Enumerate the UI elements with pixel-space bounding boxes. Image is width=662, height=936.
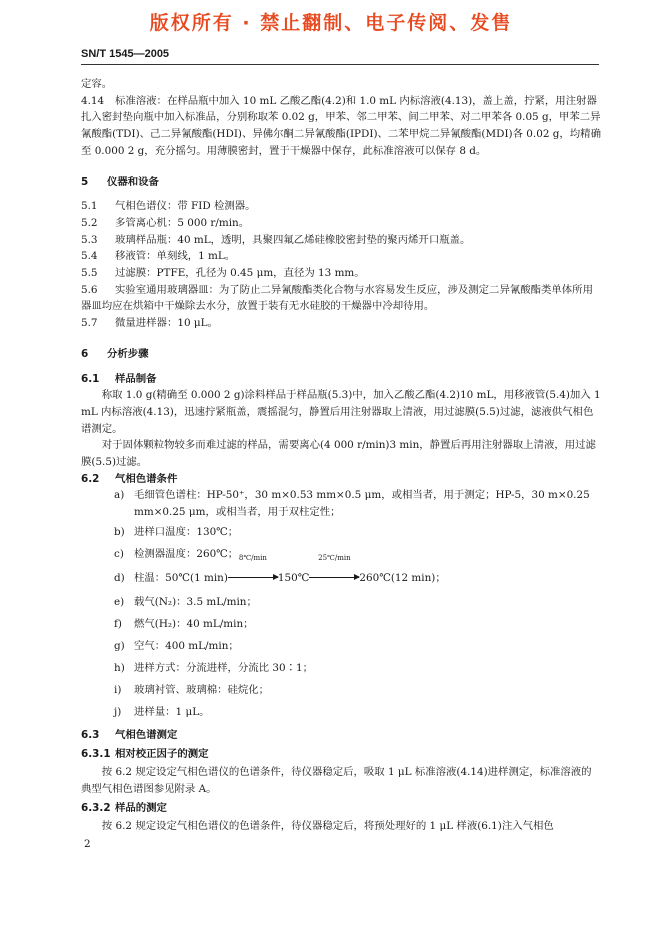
subsection-title: 样品制备 [115,372,157,385]
arrow-right-icon [309,577,359,578]
list-text: 进样方式：分流进样，分流比 30∶1； [134,661,313,674]
clause-number: 5.3 [81,233,98,246]
clause-text: 标准溶液：在样品瓶中加入 10 mL 乙酸乙酯(4.2)和 1.0 mL 内标溶液(4.13)，盖上盖，拧紧，用注射器扎入密封垫向瓶中加入标准品，分别称取苯 0.02 g，甲苯、邻二甲苯、间二甲苯、对二甲苯各 0.05 g，甲苯二异氰酸酯(TDI)、己二异氰酸酯(HDI)、异佛尔酮二异氰酸酯(IPDI)、二苯甲烷二异氰酸酯(MDI)各 0.02 g，均精确至 0.000 2 g，充分摇匀。用薄膜密封，置于干燥器中保存，此标准溶液可以保存 8 d。 [81,94,601,157]
clause-number: 4.14 [81,94,105,107]
clause-5-2 [81,215,601,232]
subsection-title: 样品的测定 [115,801,167,814]
clause-number: 5.2 [81,216,98,229]
subsection-number: 6.3 [81,728,100,741]
gc-condition-fuel-gas [81,613,601,635]
subsection-6-1-heading [81,371,601,388]
clause-text: 微量进样器：10 μL。 [115,317,218,330]
ramp-arrow-1 [228,553,278,591]
list-text: 进样口温度：130℃； [134,525,239,538]
temp-program-start: 柱温：50℃(1 min) [134,571,228,584]
standard-code: SN/T 1545—2005 [81,48,170,60]
ramp-rate-label: 25℃/min [318,553,351,562]
gc-conditions-list [81,487,601,722]
subsection-number: 6.3.2 [81,801,111,814]
subsection-number: 6.1 [81,372,100,385]
clause-5-1 [81,198,601,215]
subsection-number: 6.3.1 [81,747,111,760]
gc-condition-injection-volume [81,701,601,723]
section-number: 6 [81,347,89,360]
list-text: 载气(N₂)：3.5 mL/min； [134,595,257,608]
clause-number: 5.6 [81,283,98,296]
list-marker: g) [114,639,125,652]
gc-condition-liner [81,679,601,701]
subsection-6-2-heading [81,471,601,488]
list-marker: d) [114,571,125,584]
clause-number: 5.7 [81,317,98,330]
gc-condition-air [81,635,601,657]
ramp-rate-label: 8℃/min [238,553,267,562]
paragraph-6-3-2: 按 6.2 规定设定气相色谱仪的色谱条件，待仪器稳定后，将预处理好的 1 μL 样液(6.1)注入气相色 [101,820,554,833]
subsection-6-3-heading [81,727,601,744]
clause-number: 5.4 [81,250,98,263]
gc-condition-injection-mode [81,657,601,679]
temp-program-end: 260℃(12 min)； [359,571,446,584]
paragraph-6-1-a: 称取 1.0 g(精确至 0.000 2 g)涂料样品于样品瓶(5.3)中，加入乙酸乙酯(4.2)10 mL，用移液管(5.4)加入 1 mL 内标溶液(4.13)，迅速拧紧瓶盖，震摇混匀，静置后用注射器取上清液，用过滤膜(5.5)过滤，滤液供气相色谱测定。 [81,389,601,435]
list-text: 燃气(H₂)：40 mL/min； [134,617,254,630]
temp-program-mid: 150℃ [277,571,310,584]
clause-text: 移液管：单刻线，1 mL。 [115,250,236,263]
clause-number: 5.1 [81,200,98,213]
gc-condition-inlet-temp [81,521,601,543]
subsection-title: 气相色谱测定 [115,728,178,741]
page-number: 2 [84,838,91,850]
clause-text: 实验室通用玻璃器皿：为了防止二异氰酸酯类化合物与水容易发生反应，涉及测定二异氰酸酯类单体所用器皿均应在烘箱中干燥除去水分，放置于装有无水硅胶的干燥器中冷却待用。 [81,283,593,313]
section-title: 分析步骤 [107,347,149,360]
subsection-title: 气相色谱条件 [115,472,178,485]
paragraph-6-3-1: 按 6.2 规定设定气相色谱仪的色谱条件，待仪器稳定后，吸取 1 μL 标准溶液(4.14)进样测定，标准溶液的典型气相色谱图参见附录 A。 [81,766,592,795]
list-text: 空气：400 mL/min； [134,639,239,652]
list-marker: b) [114,525,125,538]
list-marker: h) [114,661,125,674]
clause-5-3 [81,232,601,249]
list-text: 进样量：1 μL。 [134,705,210,718]
list-marker: i) [114,683,122,696]
clause-4-14 [81,93,601,160]
document-body [81,76,601,835]
list-text: 玻璃衬管、玻璃棉：硅烷化； [134,683,270,696]
section-title: 仪器和设备 [107,175,159,188]
list-text: 检测器温度：260℃； [134,547,239,560]
list-marker: c) [114,547,124,560]
section-5-heading [81,174,601,191]
list-text: 毛细管色谱柱：HP-50⁺，30 m×0.53 mm×0.5 μm，或相当者，用于测定；HP-5，30 m×0.25 mm×0.25 μm，或相当者，用于双柱定性； [134,489,590,519]
paragraph-6-1-b: 对于固体颗粒物较多而难过滤的样品，需要离心(4 000 r/min)3 min，静置后再用注射器取上清液，用过滤膜(5.5)过滤。 [81,439,596,469]
section-5-list [81,198,601,332]
clause-5-6 [81,282,601,315]
arrow-right-icon [228,577,278,578]
clause-text: 多管离心机：5 000 r/min。 [115,216,250,229]
ramp-arrow-2 [309,553,359,591]
clause-text: 过滤膜：PTFE，孔径为 0.45 μm，直径为 13 mm。 [115,267,365,280]
clause-number: 5.5 [81,267,98,280]
header-rule [81,64,599,65]
clause-text: 气相色谱仪：带 FID 检测器。 [115,200,256,213]
clause-5-7 [81,315,601,332]
gc-condition-column [81,487,601,520]
subsection-number: 6.2 [81,472,100,485]
list-marker: f) [114,617,122,630]
clause-5-4 [81,248,601,265]
section-6-heading [81,346,601,363]
continuation-text: 定容。 [81,78,113,90]
subsection-6-3-1-heading [81,746,601,763]
list-marker: j) [114,705,122,718]
clause-5-5 [81,265,601,282]
list-marker: e) [114,595,125,608]
gc-condition-carrier-gas [81,591,601,613]
subsection-6-3-2-heading [81,800,601,817]
clause-text: 玻璃样品瓶：40 mL，透明，具聚四氟乙烯硅橡胶密封垫的聚丙烯开口瓶盖。 [115,233,471,246]
section-number: 5 [81,175,89,188]
subsection-title: 相对校正因子的测定 [115,747,209,760]
copyright-banner: 版权所有 · 禁止翻制、电子传阅、发售 [149,12,513,34]
list-marker: a) [114,489,125,502]
